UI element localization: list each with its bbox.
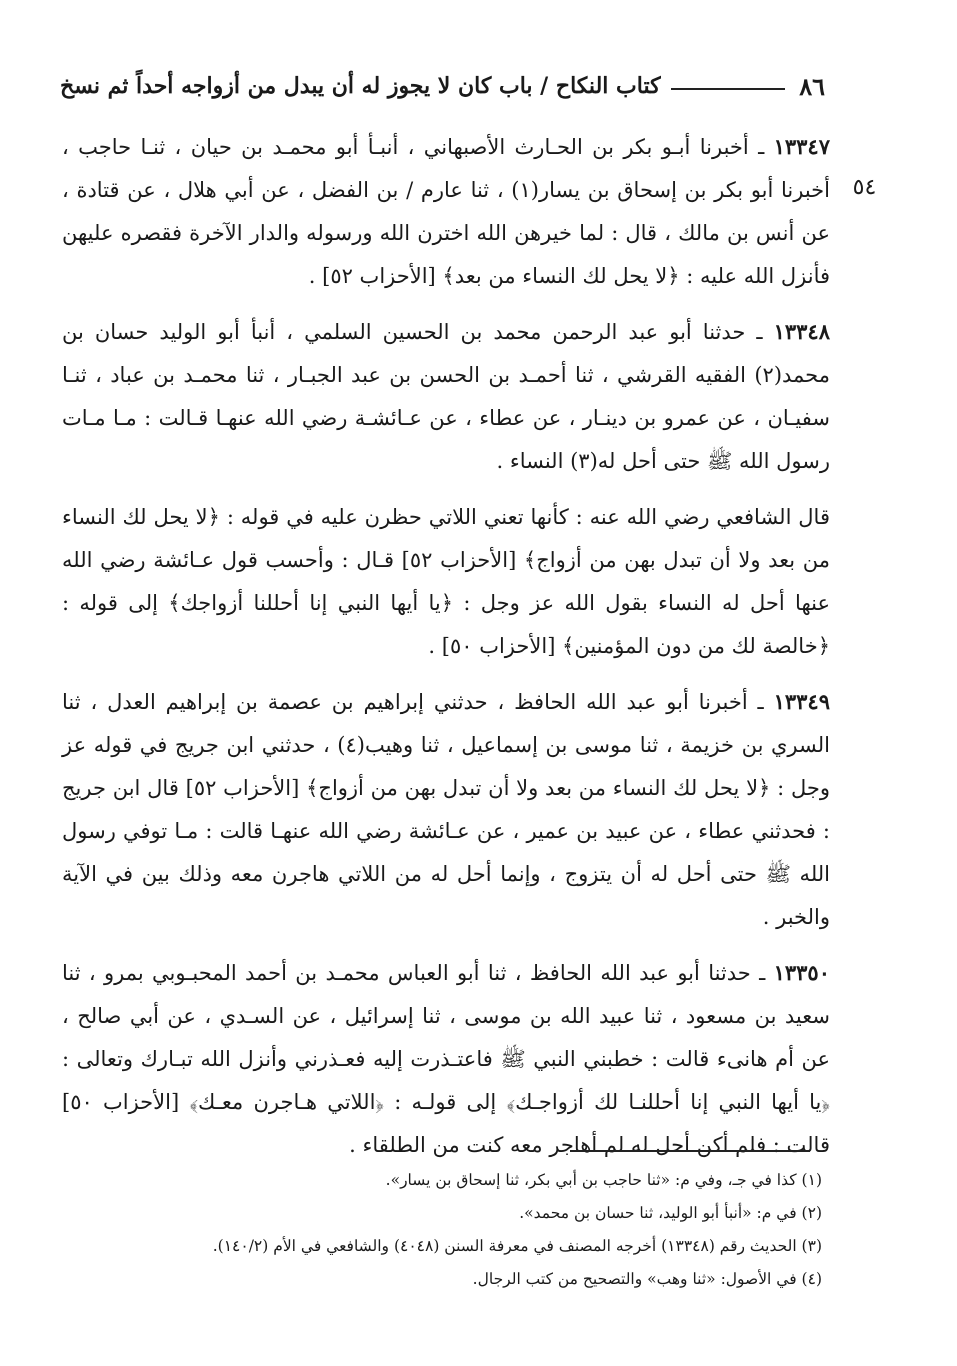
footnotes — [62, 1164, 822, 1296]
paragraph-text: ـ أخبرنا أبـو بكر بن الحـارث الأصبهاني ، أنبـأ أبو محمـد بن حيان ، ثنـا حاجب ، أخبرنا أبو بكر بن إسحاق بن يسار(١) ، ثنا عارم / بن الفضل ، عن أبي هلال ، عن قتادة ، عن أنس بن مالك ، قال : لما خيرهن الله اخترن الله ورسوله والدار الآخرة فقصره عليهن فأنزل الله عليه : ﴿لا يحل لك النساء من بعد﴾ [الأحزاب ٥٢] . — [62, 135, 830, 288]
main-text — [62, 125, 830, 1179]
footnote-4: (٤) في الأصول: «ثنا وهب» والتصحيح من كتب الرجال. — [472, 1270, 822, 1288]
footnote-2: (٢) في م: «أنبأ أبو الوليد، ثنا حسان بن محمد». — [519, 1204, 822, 1222]
paragraph-text: ـ حدثنا أبو عبد الله الحافظ ، ثنا أبو العباس محمـد بن أحمد المحبـوبي بمرو ، ثنا سعيد بن مسعود ، ثنا عبيد الله بن موسى ، ثنا إسرائيل ، عن السـدي ، عن أبي صالح ، عن أم هانىء قالت : خطبني النبي ﷺ فاعتـذرت إليه فعـذرني وأنزل الله تبـارك وتعالى : ﴿يا أيها النبي إنا أحللنـا لك أزواجـك﴾ إلى قولـه : ﴿اللاتي هـاجرن معـك﴾ [الأحزاب ٥٠] قالت : فلم أكن أحل له لم أهاجر معه كنت من الطلقاء . — [62, 961, 830, 1157]
hadith-number: ١٣٣٤٨ — [773, 319, 830, 344]
hadith-number: ١٣٣٤٩ — [773, 689, 830, 714]
header-rule — [671, 88, 786, 90]
footnote-separator — [570, 1150, 810, 1152]
hadith-number: ١٣٣٤٧ — [773, 134, 830, 159]
hadith-paragraph-13348 — [62, 310, 830, 483]
hadith-paragraph-13349 — [62, 680, 830, 939]
paragraph-text: قال الشافعي رضي الله عنه : كأنها تعني اللاتي حظرن عليه في قوله : ﴿لا يحل لك النساء من بعد ولا أن تبدل بهن من أزواج﴾ [الأحزاب ٥٢] قـال : وأحسب قول عـائشة رضي الله عنها أحل له النساء بقول الله عز وجل : ﴿يا أيها النبي إنا أحللنا أزواجك﴾ إلى قوله : ﴿خالصة لك من دون المؤمنين﴾ [الأحزاب ٥٠] . — [62, 505, 830, 658]
hadith-number: ١٣٣٥٠ — [773, 960, 830, 985]
footnote-1: (١) كذا في جـ، وفي م: «ثنا حاجب بن أبي بكر، ثنا إسحاق بن يسار». — [385, 1171, 822, 1189]
paragraph-text: ـ حدثنا أبو عبد الرحمن محمد بن الحسين السلمي ، أنبأ أبو الوليد حسان بن محمد(٢) الفقيه القرشي ، ثنا أحمـد بن الحسن بن عبد الجبـار ، ثنا محمـد بن عباد ، ثنـا سفيـان ، عن عمرو بن دينـار ، عن عطاء ، عن عـائشـة رضي الله عنهـا قـالت : مـا مـات رسول الله ﷺ حتى أحل له(٣) النساء . — [62, 320, 830, 473]
commentary-paragraph — [62, 495, 830, 668]
running-title: كتاب النكاح / باب كان لا يجوز له أن يبدل من أزواجه أحداً ثم نسخ — [60, 73, 661, 99]
hadith-paragraph-13350 — [62, 951, 830, 1167]
page-number: ٨٦ — [799, 71, 825, 101]
paragraph-text: ـ أخبرنا أبو عبد الله الحافظ ، حدثني إبراهيم بن عصمة بن إبراهيم العدل ، ثنا السري بن خزيمة ، ثنا موسى بن إسماعيل ، ثنا وهيب(٤) ، حدثني ابن جريج في قوله عز وجل : ﴿لا يحل لك النساء من بعد ولا أن تبدل بهن من أزواج﴾ [الأحزاب ٥٢] قال ابن جريج : فحدثني عطاء ، عن عبيد بن عمير ، عن عـائشة رضي الله عنهـا قالت : مـا توفي رسول الله ﷺ حتى أحل له أن يتزوج ، وإنما أحل له من اللاتي هاجرن معه وذلك بين في الآية والخبر . — [62, 690, 830, 929]
footnote-3: (٣) الحديث رقم (١٣٣٤٨) أخرجه المصنف في معرفة السنن (٤٠٤٨) والشافعي في الأم (١٤٠/٢). — [212, 1237, 822, 1255]
hadith-paragraph-13347 — [62, 125, 830, 298]
running-header — [60, 64, 825, 108]
margin-page-reference: ٥٤ — [852, 175, 877, 200]
